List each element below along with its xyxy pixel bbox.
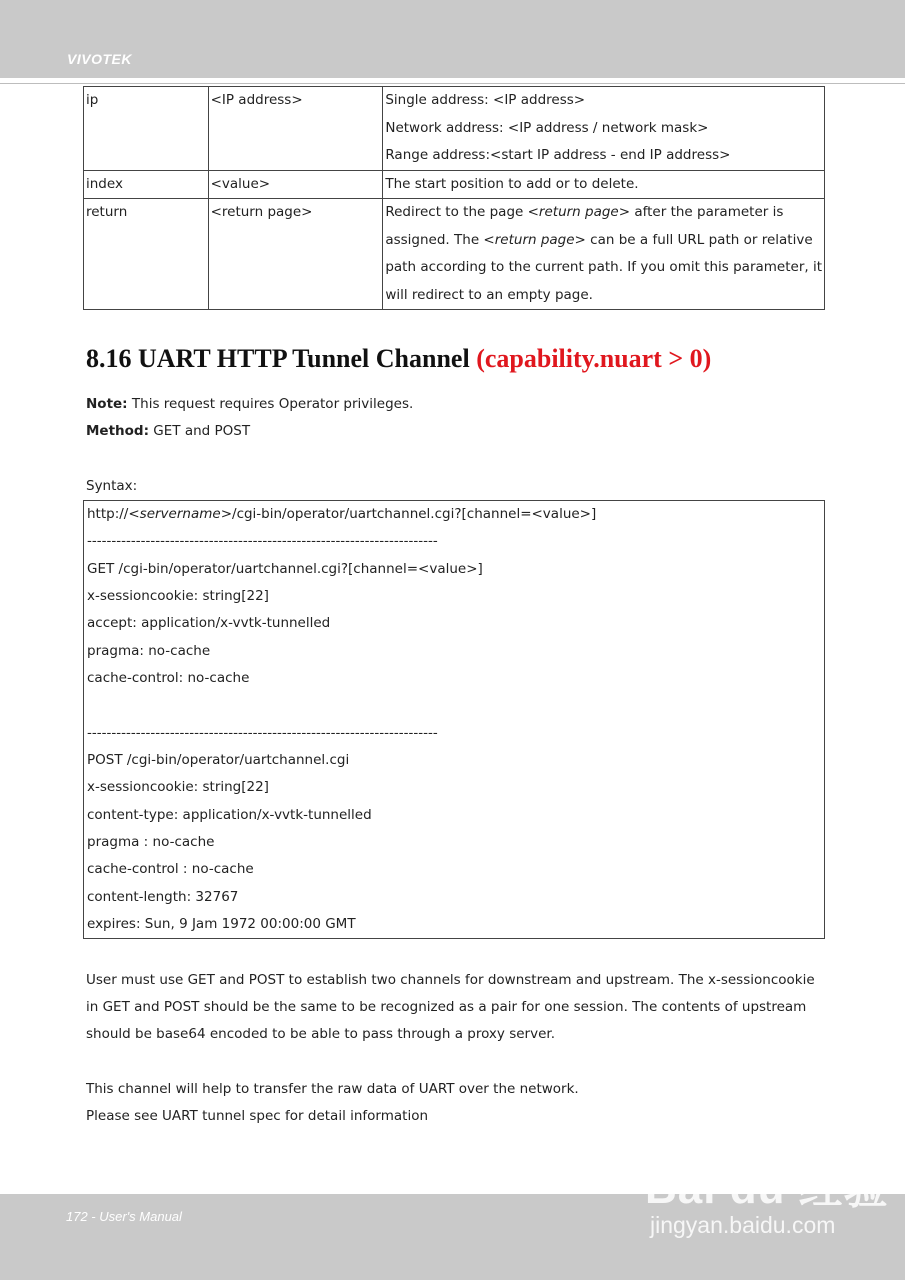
syntax-label: Syntax: [86, 478, 138, 494]
syntax-divider: ------------------------------------------------------------------------ [87, 533, 438, 549]
param-description: Redirect to the page <return page> after the parameter is assigned. The <return page> can be a full URL path or relative path according to the current path. If you omit this parameter, it will redirect to an empty page. [383, 199, 825, 310]
syntax-line: POST /cgi-bin/operator/uartchannel.cgi [87, 752, 350, 768]
header-divider [0, 83, 905, 84]
param-name: ip [84, 87, 209, 171]
syntax-divider: ------------------------------------------------------------------------ [87, 725, 438, 741]
method: Method: GET and POST [86, 423, 251, 439]
syntax-box [83, 500, 825, 939]
syntax-url: http://<servername>/cgi-bin/operator/uartchannel.cgi?[channel=<value>] [87, 506, 597, 522]
watermark-url: jingyan.baidu.com [650, 1212, 836, 1238]
table-row [84, 170, 825, 199]
body-paragraph: in GET and POST should be the same to be recognized as a pair for one session. The contents of upstream [86, 999, 807, 1015]
param-value: <return page> [208, 199, 383, 310]
param-name: index [84, 170, 209, 199]
page-header [0, 0, 905, 78]
body-paragraph: should be base64 encoded to be able to pass through a proxy server. [86, 1026, 555, 1042]
syntax-line: pragma : no-cache [87, 834, 215, 850]
body-paragraph: This channel will help to transfer the raw data of UART over the network. [86, 1081, 579, 1097]
watermark-logo: Bai du 经验 [645, 1164, 889, 1213]
syntax-line: accept: application/x-vvtk-tunnelled [87, 615, 331, 631]
syntax-line: pragma: no-cache [87, 643, 211, 659]
syntax-line: GET /cgi-bin/operator/uartchannel.cgi?[channel=<value>] [87, 561, 483, 577]
syntax-line: cache-control : no-cache [87, 861, 254, 877]
brand-logo: VIVOTEK [67, 51, 132, 67]
table-row [84, 87, 825, 171]
syntax-line: content-type: application/x-vvtk-tunnelled [87, 807, 372, 823]
param-description: Single address: <IP address> Network address: <IP address / network mask> Range address:<start IP address - end IP address> [383, 87, 825, 171]
capability-label: (capability.nuart > 0) [476, 344, 712, 373]
syntax-line: cache-control: no-cache [87, 670, 250, 686]
page-number: 172 - User's Manual [66, 1209, 182, 1224]
param-description: The start position to add or to delete. [383, 170, 825, 199]
body-paragraph: Please see UART tunnel spec for detail information [86, 1108, 429, 1124]
note: Note: This request requires Operator privileges. [86, 396, 414, 412]
table-row [84, 199, 825, 310]
parameter-table [83, 86, 825, 310]
section-title: 8.16 UART HTTP Tunnel Channel (capability.nuart > 0) [86, 344, 712, 373]
param-name: return [84, 199, 209, 310]
syntax-line: x-sessioncookie: string[22] [87, 779, 269, 795]
syntax-line: expires: Sun, 9 Jam 1972 00:00:00 GMT [87, 916, 356, 932]
param-value: <value> [208, 170, 383, 199]
syntax-line: x-sessioncookie: string[22] [87, 588, 269, 604]
body-paragraph: User must use GET and POST to establish two channels for downstream and upstream. The x-sessioncookie [86, 972, 815, 988]
syntax-line: content-length: 32767 [87, 889, 239, 905]
param-value: <IP address> [208, 87, 383, 171]
